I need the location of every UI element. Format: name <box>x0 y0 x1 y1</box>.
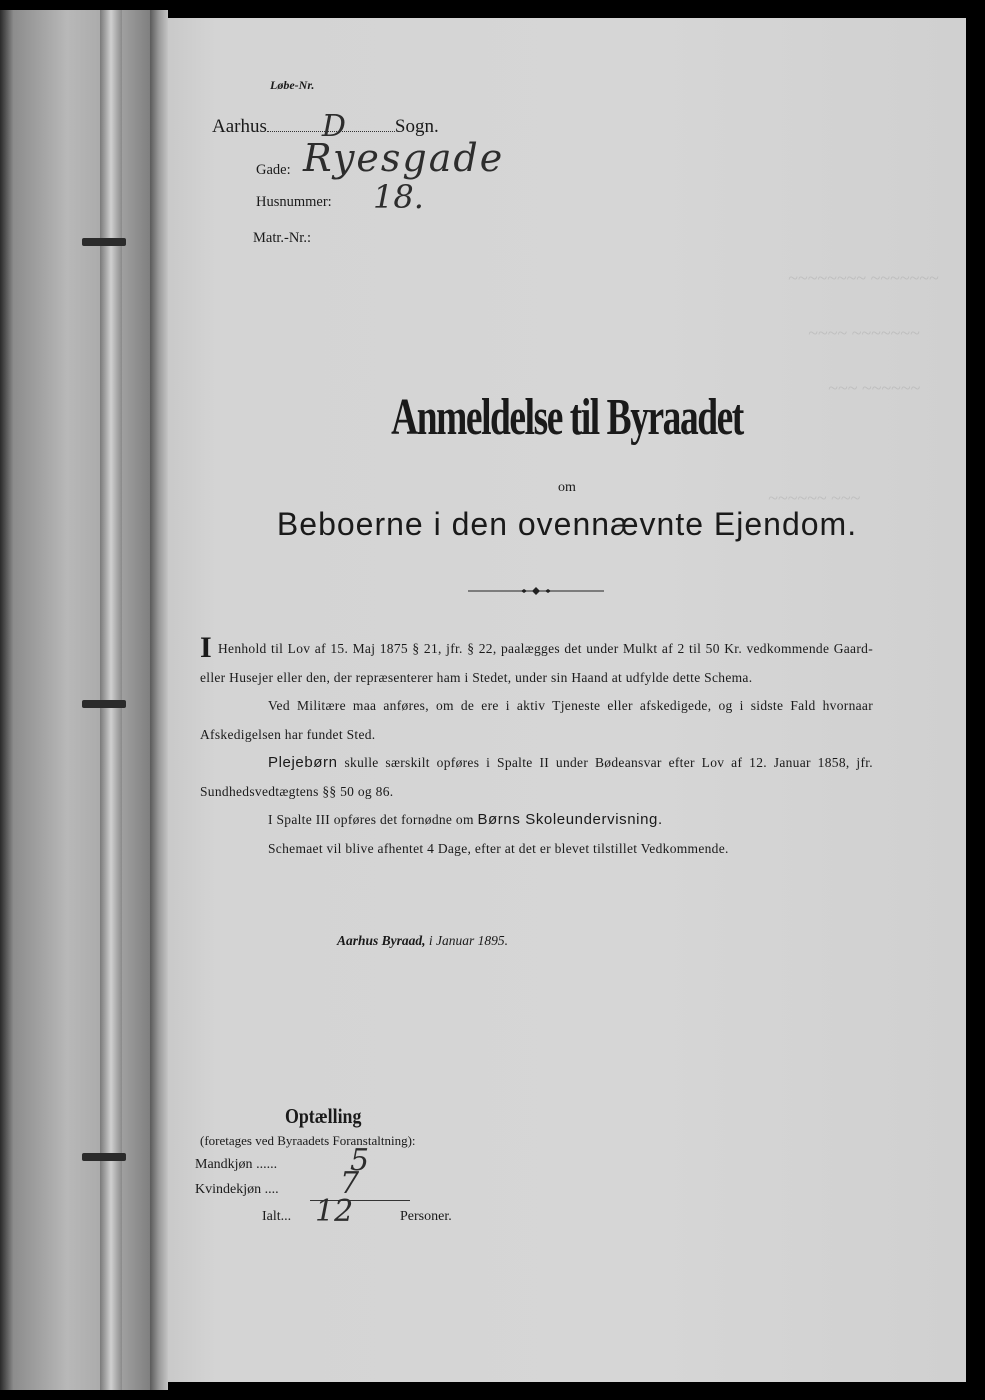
matr-nr-label: Matr.-Nr.: <box>253 230 311 246</box>
street-value[interactable]: Ryesgade <box>303 136 505 180</box>
female-row: Kvindekjøn .... <box>195 1182 279 1197</box>
issuer-name: Aarhus Byraad, <box>337 933 426 948</box>
instruction-paragraph: Plejebørn skulle særskilt opføres i Spalte II under Bødeansvar efter Lov af 12. Januar 1858, jfr. Sundhedsvedtægtens §§ 50 og 86. <box>200 754 873 799</box>
instructions <box>200 631 873 863</box>
total-row: Ialt... <box>262 1209 292 1224</box>
page-fold <box>150 10 168 1390</box>
loebe-nr-label: Løbe-Nr. <box>270 78 315 92</box>
parish-prefix: Aarhus <box>212 116 267 137</box>
bleed-through: ~~~ ~~~~~~ <box>828 378 921 398</box>
street-label: Gade: <box>256 162 291 178</box>
binding-stitch <box>82 700 126 708</box>
count-note: (foretages ved Byraadets Foranstaltning): <box>200 1133 416 1148</box>
house-number-value[interactable]: 18. <box>373 178 424 216</box>
instruction-paragraph: Ved Militære maa anføres, om de ere i aktiv Tjeneste eller afskedigede, og i sidste Fald hvornaar Afskedigelsen har fundet Sted. <box>200 698 873 742</box>
issuer-signature <box>337 933 508 949</box>
binding-stitch <box>82 238 126 246</box>
parish-value: D <box>321 109 346 144</box>
female-count[interactable]: 7 <box>340 1166 360 1201</box>
parish-line <box>212 109 439 144</box>
title-om: om <box>558 480 576 495</box>
subtitle: Beboerne i den ovennævnte Ejendom. <box>276 506 858 542</box>
parish-field[interactable] <box>267 109 395 144</box>
male-row: Mandkjøn ...... <box>195 1157 278 1172</box>
bleed-through: ~~~~ ~~~~~~~ <box>808 323 920 343</box>
instruction-paragraph: Schemaet vil blive afhentet 4 Dage, efter at det er blevet tilstillet Vedkommende. <box>268 840 729 856</box>
instruction-paragraph: I Henhold til Lov af 15. Maj 1875 § 21, jfr. § 22, paalægges det under Mulkt af 2 til 50 Kr. vedkommende Gaard- eller Husejer eller den, der repræsenterer ham i Stedet, under sin Haand at udfylde dette Schema. <box>200 631 873 685</box>
count-heading: Optælling <box>285 1104 362 1128</box>
bleed-through: ~~~~~~~~ ~~~~~~~ <box>788 268 939 288</box>
drop-initial: I <box>200 631 212 664</box>
total-suffix: Personer. <box>400 1209 452 1224</box>
bleed-through: ~~~~~~ ~~~ <box>768 488 861 508</box>
instruction-paragraph: I Spalte III opføres det fornødne om Børns Skoleundervisning. <box>268 811 663 828</box>
male-count[interactable]: 5 <box>350 1143 370 1178</box>
total-count[interactable]: 12 <box>315 1194 354 1229</box>
binding-stitch <box>82 1153 126 1161</box>
house-number-label: Husnummer: <box>256 194 332 210</box>
ornament-divider <box>468 584 604 598</box>
issue-date: i Januar 1895. <box>428 933 509 948</box>
parish-suffix: Sogn. <box>394 116 439 137</box>
main-title: Anmeldelse til Byraadet <box>391 389 743 446</box>
